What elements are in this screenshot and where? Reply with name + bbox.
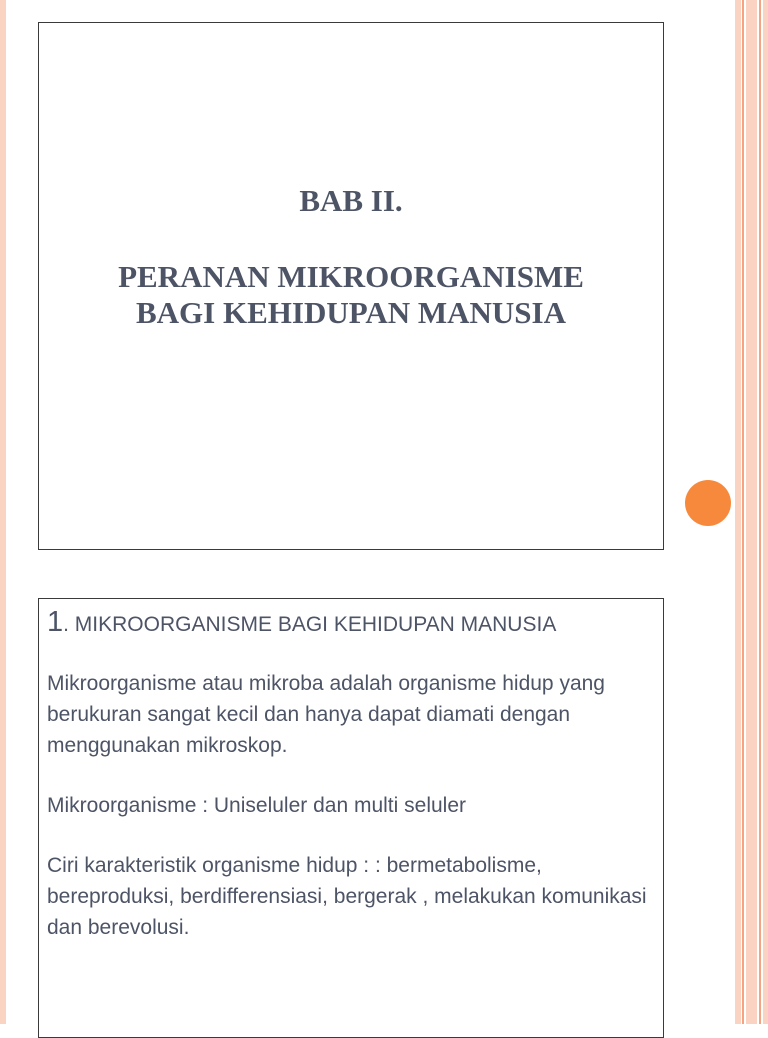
stripe [746, 0, 757, 1024]
stripe [763, 0, 768, 1024]
slide-title [38, 22, 664, 550]
chapter-title-line-1: PERANAN MIKROORGANISME [118, 259, 584, 294]
chapter-title-line-2: BAGI KEHIDUPAN MANUSIA [135, 295, 566, 330]
paragraph-definition: Mikroorganisme atau mikroba adalah organisme hidup yang berukuran sangat kecil dan hanya dapat diamati dengan menggunakan mikroskop. [47, 672, 605, 757]
section-heading [47, 607, 653, 640]
orange-circle-decoration [685, 480, 731, 526]
section-number: 1 [47, 606, 64, 638]
stripe [742, 0, 744, 1024]
slide-content [38, 598, 664, 1038]
stripe [735, 0, 741, 1024]
section-heading-text: . MIKROORGANISME BAGI KEHIDUPAN MANUSIA [63, 613, 557, 636]
right-edge-decoration [735, 0, 768, 1024]
paragraph-characteristics: Ciri karakteristik organisme hidup : : bermetabolisme, bereproduksi, berdifferensiasi, bergerak , melakukan komunikasi dan berevolusi. [47, 854, 647, 939]
left-edge-decoration [0, 0, 6, 1024]
paragraph-types: Mikroorganisme : Uniseluler dan multi seluler [47, 794, 466, 817]
stripe [759, 0, 761, 1024]
chapter-label: BAB II. [299, 183, 403, 218]
title-block [39, 183, 663, 331]
slide-body [47, 607, 653, 972]
